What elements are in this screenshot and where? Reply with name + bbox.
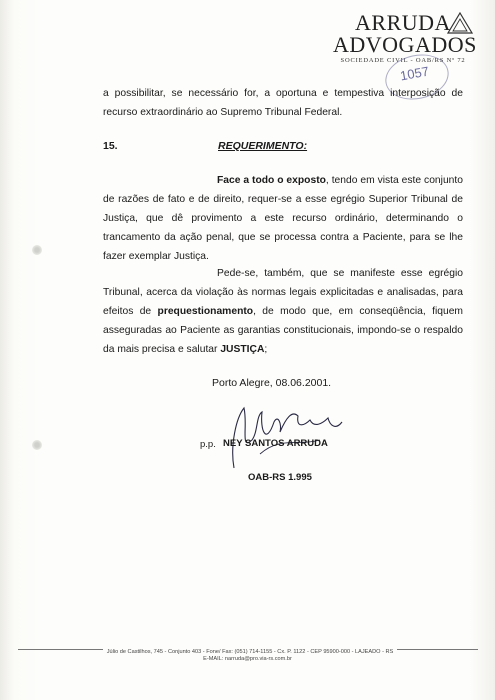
intro-paragraph: a possibilitar, se necessário for, a oportuna e tempestiva interposição de recurso extraordinário ao Supremo Tribunal Federal. — [103, 88, 463, 118]
firm-subtitle: SOCIEDADE CIVIL - OAB/RS Nº 72 — [340, 57, 466, 64]
stamp-number: 1057 — [398, 63, 431, 84]
handwritten-signature — [200, 396, 380, 476]
pede-text-1: Pede-se, também, que se manifeste esse egrégio Tribunal, acerca da violação às normas legais explicitadas e analisadas, para efeitos de — [103, 268, 463, 317]
pede-bold-2: JUSTIÇA — [220, 344, 265, 355]
letterhead — [333, 10, 477, 64]
firm-name-line2: ADVOGADOS — [333, 32, 477, 57]
pede-bold-1: prequestionamento — [157, 306, 254, 317]
req-text: , tendo em vista este conjunto de razões de fato e de direito, requer-se a esse egrégio Superior Tribunal de Justiça, que dê provimento a este recurso ordinário, determinando o trancamento da ação penal, que se processa contra a Paciente, para se lhe fazer exemplar Justiça. — [103, 175, 463, 262]
signature-block — [200, 396, 380, 486]
punch-hole — [32, 245, 42, 255]
requerimento-paragraph — [103, 171, 463, 266]
section-number: 15. — [103, 140, 118, 152]
place-date: Porto Alegre, 08.06.2001. — [212, 377, 332, 389]
punch-hole — [32, 440, 42, 450]
oab-number: OAB-RS 1.995 — [248, 472, 312, 483]
firm-name-line1: ARRUDA — [355, 10, 451, 35]
section-title: REQUERIMENTO: — [218, 140, 308, 152]
signatory-name: NEY SANTOS ARRUDA — [223, 438, 328, 449]
footer-email: E-MAIL: narruda@pro.via-rs.com.br — [203, 656, 292, 662]
pede-paragraph — [103, 264, 463, 359]
pede-text-2: , de modo que, em conseqüência, fiquem asseguradas ao Paciente as garantias constitucionais, impondo-se o respaldo da mais precisa e salutar — [103, 306, 463, 355]
pede-end: ; — [264, 344, 268, 355]
pp-label: p.p. — [200, 439, 216, 450]
footer-address: Júlio de Castilhos, 745 - Conjunto 403 - Fone/ Fax: (051) 714-1155 - Cx. P. 1122 - CEP 95900-000 - LAJEADO - RS — [103, 649, 398, 655]
triangle-logo-icon — [447, 12, 473, 34]
req-bold-phrase: Face a todo o exposto — [217, 175, 326, 186]
